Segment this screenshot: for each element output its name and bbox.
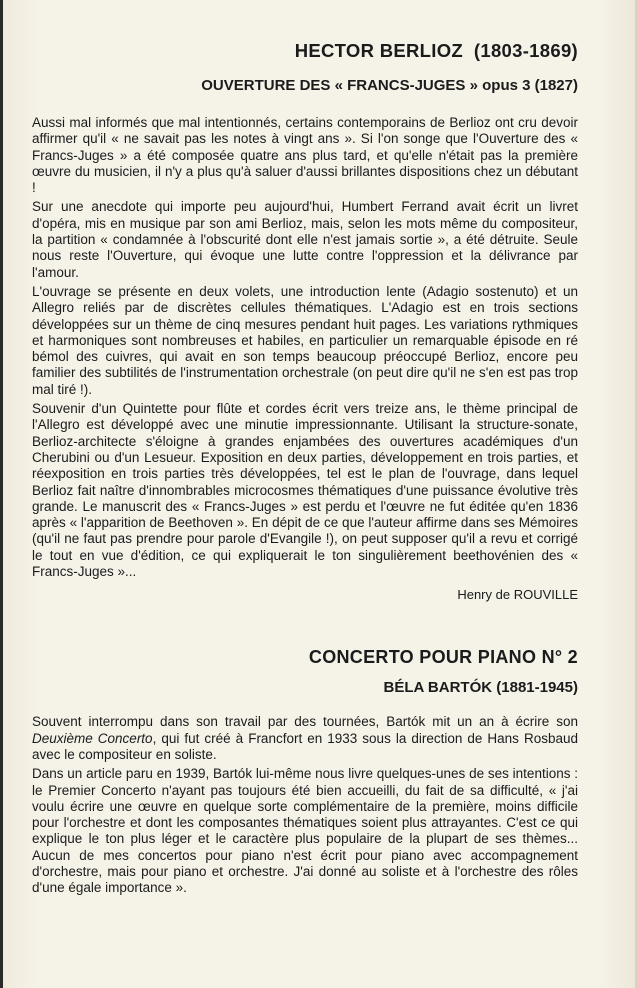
paragraph: Dans un article paru en 1939, Bartók lui-même nous livre quelques-unes de ses intentions : le Premier Concerto n'ayant pas toujours été bien accueilli, du fait de sa difficulté, « j'ai voulu écrire une œuvre en quelque sorte complémentaire de la première, moins difficile pour l'orchestre et dont les composantes thématiques soient plus attrayantes. C'est ce qui explique le ton plus léger et le caractère plus populaire de la plupart de ses thèmes... Aucun de mes concertos pour piano n'est écrit pour piano avec accompagnement d'orchestre, mais pour piano et orchestre. J'ai donné au soliste et à l'orchestre des rôles d'une égale importance ». [32,766,578,896]
section2-composer-name: BÉLA BARTÓK [383,679,493,697]
page-left-edge [0,0,3,988]
paragraph: Souvenir d'un Quintette pour flûte et cordes écrit vers treize ans, le thème principal de l'Allegro est développé avec une minutie impressionnante. Utilisant la structure-sonate, Berlioz-architecte s'éloigne à grandes enjambées des ouvertures académiques d'un Cherubini ou d'un Lesueur. Exposition en deux parties, développement en trois parties, et réexposition en trois parties très développées, tel est le plan de l'ouvrage, dans lequel Berlioz fait naître d'innombrables microcosmes thématiques d'une puissance évolutive très grande. Le manuscrit des « Francs-Juges » est perdu et l'œuvre ne fut éditée qu'en 1836 après « l'apparition de Beethoven ». En dépit de ce que l'auteur affirme dans ses Mémoires (qu'il ne faut pas prendre pour parole d'Evangile !), on peut supposer qu'il a revu et corrigé le tout en vue d'édition, ce qui expliquerait le ton singulièrement beethovénien des « Francs-Juges »... [32,401,578,580]
section1-work-opus: opus 3 (1827) [482,77,578,94]
section1-work-title: OUVERTURE DES « FRANCS-JUGES » [201,77,478,94]
paragraph [32,714,578,763]
document-body [32,38,578,900]
section2-composer-heading [32,678,578,698]
paragraph-text: Souvent interrompu dans son travail par des tournées, Bartók mit un an à écrire son [32,714,578,730]
paragraph: L'ouvrage se présente en deux volets, une introduction lente (Adagio sostenuto) et un Allegro reliés par de discrètes cellules thématiques. L'Adagio est en trois sections développées sur un thème de cinq mesures pendant huit pages. Les variations rythmiques et harmoniques sont nombreuses et habiles, en particulier un remarquable épisode en ré bémol des cuivres, qui avait en son temps beaucoup préoccupé Berlioz, encore peu familier des subtilités de l'instrumentation orchestrale (on peut dire qu'il ne s'en est pas trop mal tiré !). [32,283,578,397]
section2-work-heading: CONCERTO POUR PIANO N° 2 [308,647,578,668]
author-signature: Henry de ROUVILLE [457,587,578,603]
section1-work-heading [32,76,578,96]
section1-text [32,115,578,580]
section2-composer-dates: (1881-1945) [496,679,578,697]
paragraph: Aussi mal informés que mal intentionnés, certains contemporains de Berlioz ont cru devoir affirmer qu'il « ne savait pas les notes à vingt ans ». Si l'on songe que l'Ouverture des « Francs-Juges » a été composée quatre ans plus tard, et qu'elle n'était pas la première œuvre du musicien, il n'y a plus qu'à saluer d'aussi brillantes dispositions chez un débutant ! [32,115,578,196]
section2-text [32,714,578,896]
section1-composer-dates: (1803-1869) [473,40,578,61]
work-title-italic: Deuxième Concerto [32,730,153,746]
paragraph-text: , qui fut créé à Francfort en 1933 sous la direction de Hans Rosbaud avec le compositeur en soliste. [32,730,578,762]
section1-composer-name: HECTOR BERLIOZ [294,40,464,61]
paragraph: Sur une anecdote qui importe peu aujourd'hui, Humbert Ferrand avait écrit un livret d'opéra, mis en musique par son ami Berlioz, mais, selon les mots même du compositeur, la partition « condamnée à l'obscurité dont elle n'est jamais sortie », a été détruite. Seule nous reste l'Ouverture, qui évoque une lutte contre l'oppression et la délivrance par l'amour. [32,199,578,280]
section1-composer-heading [32,38,578,64]
